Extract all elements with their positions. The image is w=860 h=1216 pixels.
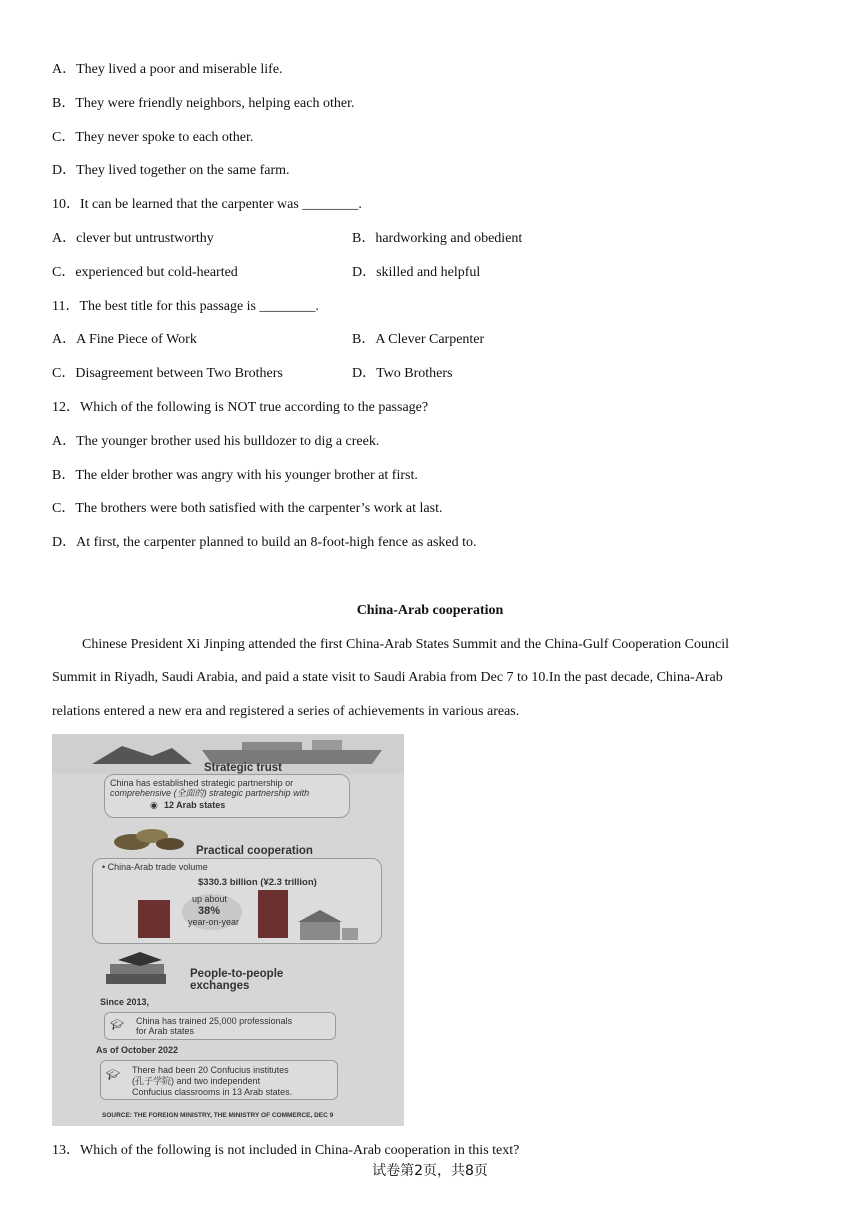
strategic-trust-title: Strategic trust [204, 762, 282, 774]
q10-stem: 10．It can be learned that the carpenter was ________. [52, 197, 362, 212]
graduation-cap-icon: 🎓︎ [110, 1019, 124, 1031]
trained-line-2: for Arab states [136, 1026, 195, 1036]
strategic-line-3: 12 Arab states [164, 800, 226, 810]
people-exchanges-title-1: People-to-people [190, 968, 284, 980]
graduation-cap-icon-2: 🎓︎ [106, 1069, 120, 1081]
q11-stem: 11．The best title for this passage is ________. [52, 299, 319, 314]
q12-option-a: A．The younger brother used his bulldozer to dig a creek. [52, 434, 380, 449]
strategic-line-1: China has established strategic partnership or [110, 778, 294, 788]
trade-bar-current [258, 890, 288, 938]
medal-icon: ◉ [150, 800, 158, 810]
q11-option-c: C．Disagreement between Two Brothers [52, 366, 283, 381]
page-footer: 试卷第2页，共8页 [372, 1163, 488, 1179]
growth-up-label: up about [192, 894, 228, 904]
q11-option-b: B．A Clever Carpenter [352, 332, 485, 347]
q9-option-a: A．They lived a poor and miserable life. [52, 62, 283, 77]
q10-option-d: D．skilled and helpful [352, 265, 481, 280]
infographic-source: SOURCE: THE FOREIGN MINISTRY, THE MINISTRY OF COMMERCE, DEC 9 [102, 1112, 334, 1119]
q11-option-d: D．Two Brothers [352, 366, 453, 381]
confucius-line-1: There had been 20 Confucius institutes [132, 1065, 289, 1075]
passage-line-2: Summit in Riyadh, Saudi Arabia, and paid a state visit to Saudi Arabia from Dec 7 to 10.In the past decade, China-Arab [52, 670, 723, 685]
passage-line-3: relations entered a new era and registered a series of achievements in various areas. [52, 704, 520, 719]
china-arab-infographic [52, 734, 404, 1126]
books-icon [100, 950, 180, 990]
people-exchanges-title-2: exchanges [190, 980, 250, 992]
trade-volume-label: • China-Arab trade volume [102, 862, 208, 872]
practical-cooperation-title: Practical cooperation [196, 845, 313, 857]
confucius-line-3: Confucius classrooms in 13 Arab states. [132, 1087, 293, 1097]
q13-stem: 13．Which of the following is not included in China-Arab cooperation in this text? [52, 1143, 520, 1158]
since-2013-label: Since 2013, [100, 997, 150, 1007]
q12-option-b: B．The elder brother was angry with his younger brother at first. [52, 468, 418, 483]
confucius-line-2: (孔子学院) and two independent [132, 1076, 261, 1086]
q12-option-c: C．The brothers were both satisfied with the carpenter’s work at last. [52, 501, 443, 516]
growth-percent: 38% [198, 905, 221, 917]
q12-option-d: D．At first, the carpenter planned to build an 8-foot-high fence as asked to. [52, 535, 477, 550]
passage-title: China-Arab cooperation [356, 603, 504, 618]
q9-option-c: C．They never spoke to each other. [52, 130, 254, 145]
coins-icon [112, 820, 192, 854]
trade-volume-value: $330.3 billion (¥2.3 trillion) [198, 877, 317, 888]
q10-option-c: C．experienced but cold-hearted [52, 265, 238, 280]
strategic-line-2: comprehensive (全面的) strategic partnership with [110, 788, 310, 798]
passage-line-1: Chinese President Xi Jinping attended the first China-Arab States Summit and the China-Gulf Cooperation Council [82, 637, 730, 652]
q12-stem: 12．Which of the following is NOT true according to the passage? [52, 400, 429, 415]
growth-yoy-label: year-on-year [188, 917, 240, 927]
q10-option-a: A．clever but untrustworthy [52, 231, 214, 246]
as-of-october-label: As of October 2022 [96, 1045, 179, 1055]
q10-option-b: B．hardworking and obedient [352, 231, 523, 246]
trained-line-1: China has trained 25,000 professionals [136, 1016, 293, 1026]
trade-bar-previous [138, 900, 170, 938]
building-icon [292, 906, 362, 942]
q11-option-a: A．A Fine Piece of Work [52, 332, 197, 347]
q9-option-d: D．They lived together on the same farm. [52, 163, 290, 178]
q9-option-b: B．They were friendly neighbors, helping each other. [52, 96, 355, 111]
